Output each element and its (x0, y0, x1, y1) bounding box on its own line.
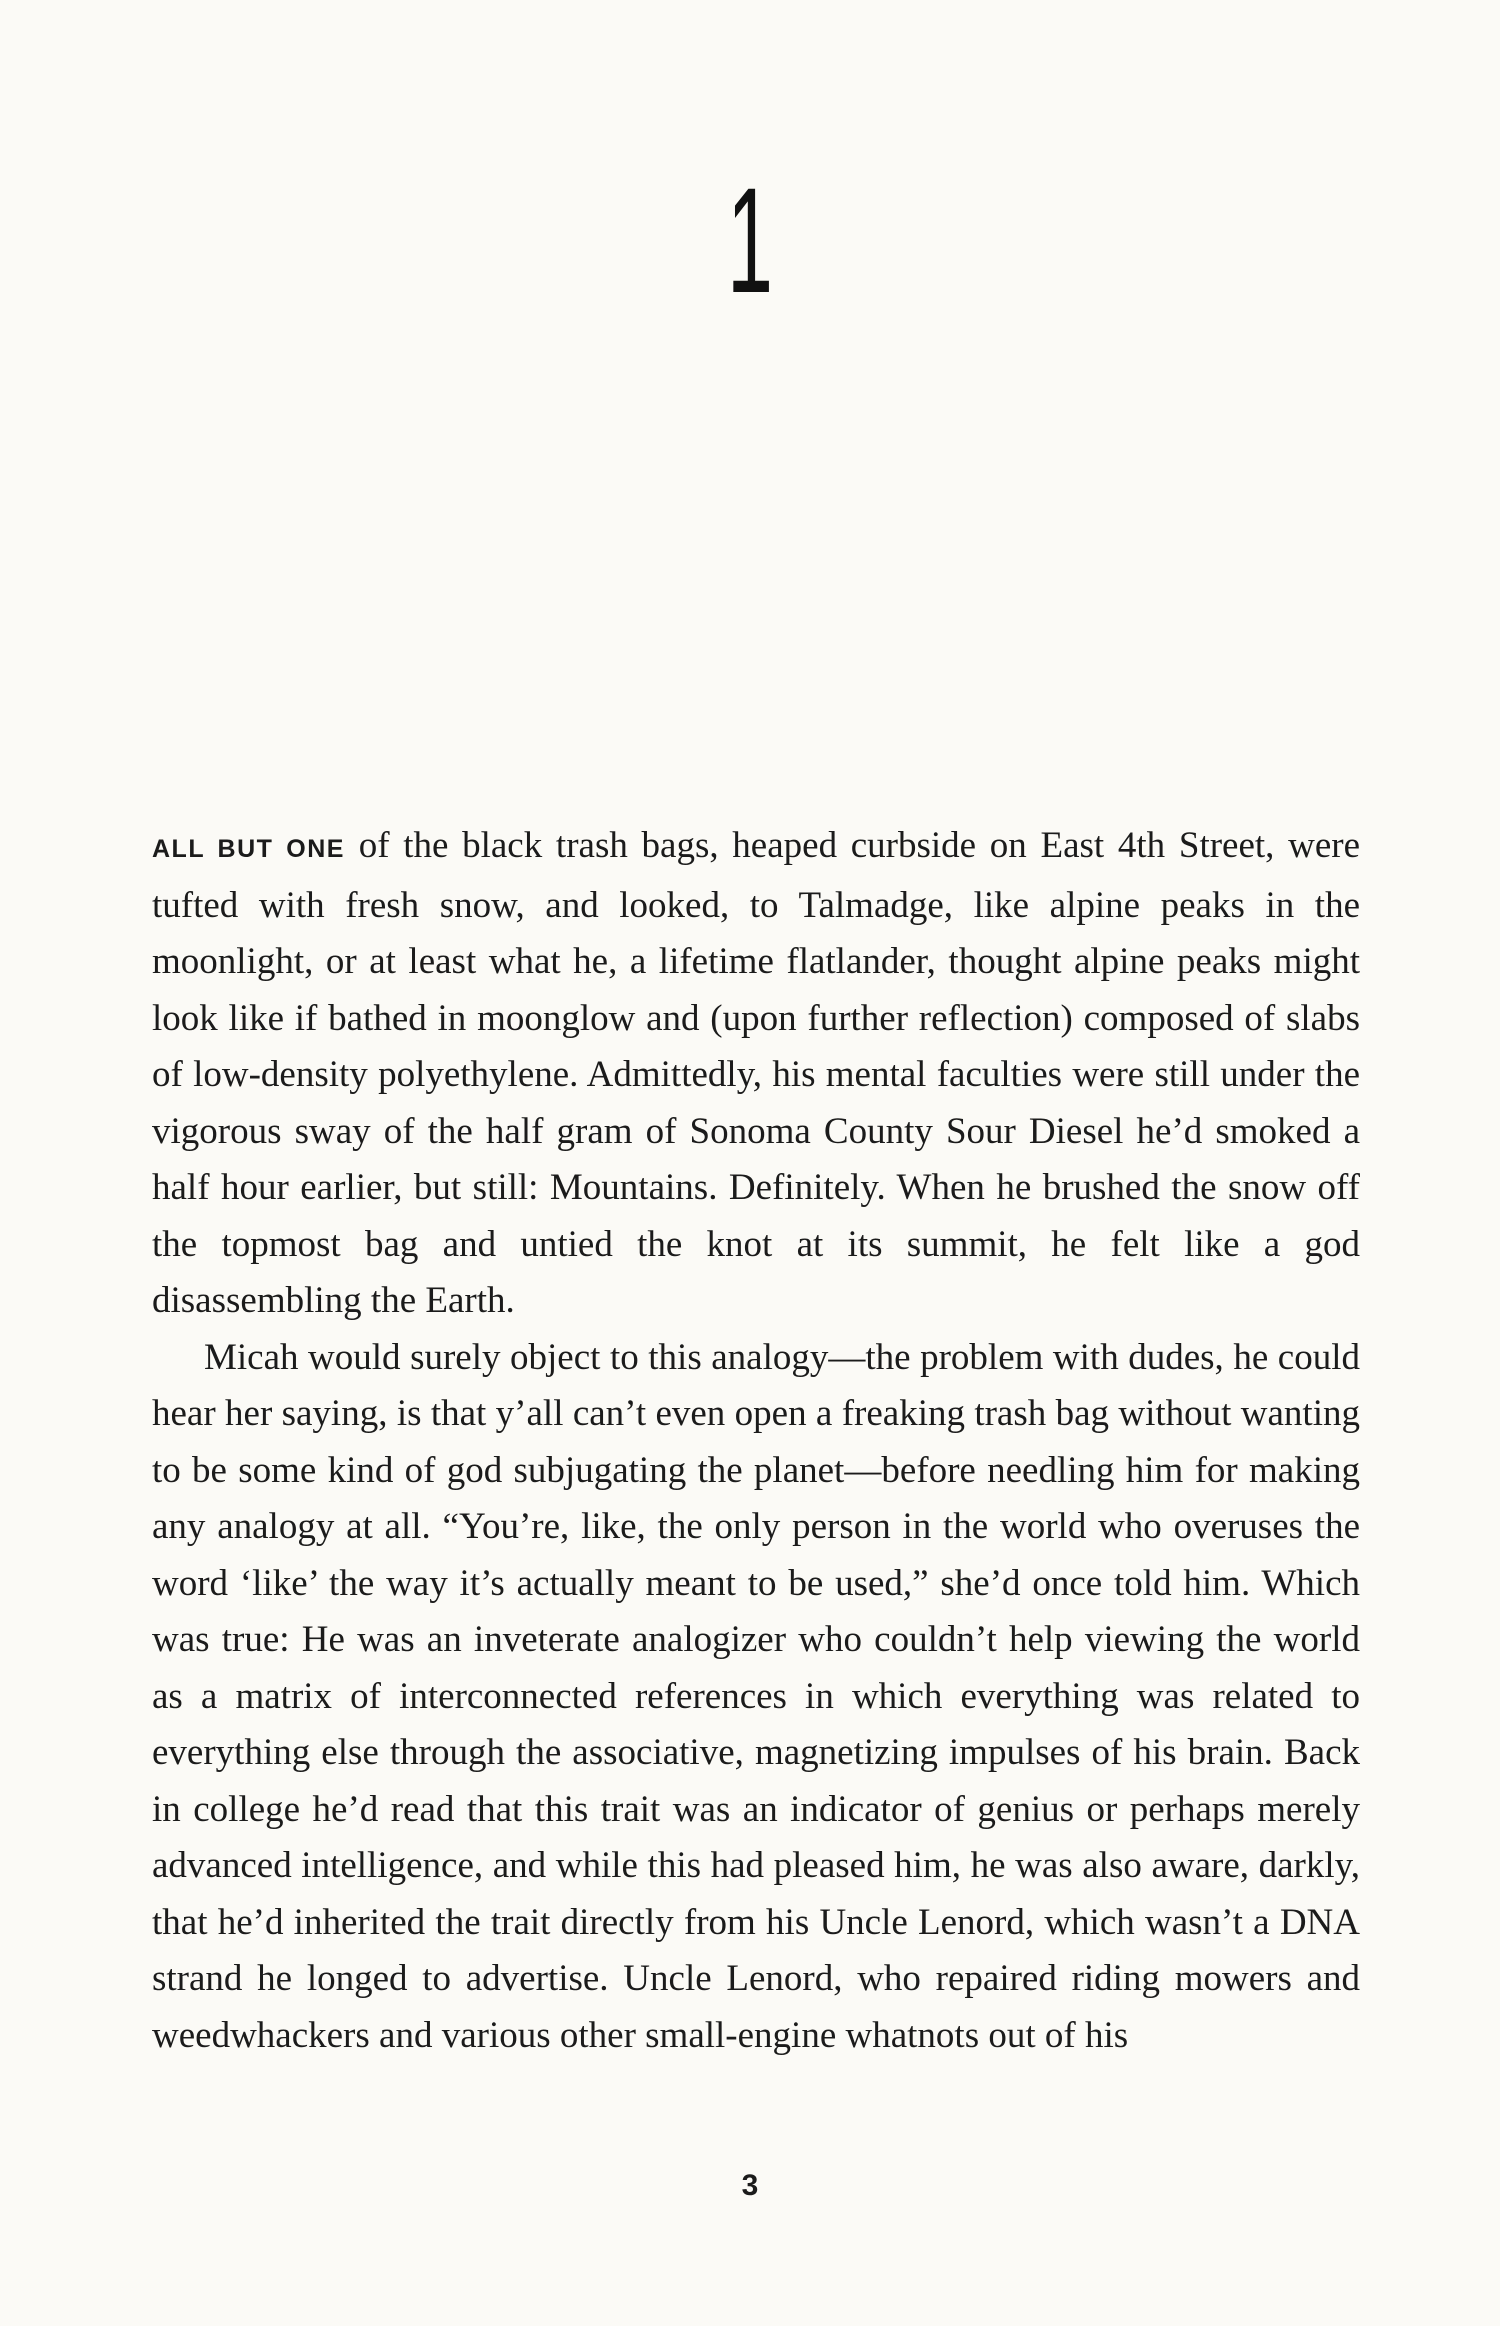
paragraph-1-text: of the black trash bags, heaped curbside on East 4th Street, were tufted with fresh snow, and looked, to Talmadge, like alpine peaks in the moonlight, or at least what he, a lifetime flatlander, thought alpine peaks might look like if bathed in moonglow and (upon further reflection) composed of slabs of low-density polyethylene. Admittedly, his mental faculties were still under the vigorous sway of the half gram of Sonoma County Sour Diesel he’d smoked a half hour earlier, but still: Mountains. Definitely. When he brushed the snow off the topmost bag and untied the knot at its summit, he felt like a god disassembling the Earth. (152, 825, 1360, 1321)
lead-in: ALL BUT ONE (152, 835, 345, 863)
page-number: 3 (741, 2169, 759, 2202)
paragraph-2: Micah would surely object to this analogy—the problem with dudes, he could hear her saying, is that y’all can’t even open a freaking trash bag without wanting to be some kind of god subjugating the planet—before needling him for making any analogy at all. “You’re, like, the only person in the world who overuses the word ‘like’ the way it’s actually meant to be used,” she’d once told him. Which was true: He was an inveterate analogizer who couldn’t help viewing the world as a matrix of interconnected references in which everything was related to everything else through the associative, magnetizing impulses of his brain. Back in college he’d read that this trait was an indicator of genius or perhaps merely advanced intelligence, and while this had pleased him, he was also aware, darkly, that he’d inherited the trait directly from his Uncle Lenord, which wasn’t a DNA strand he longed to advertise. Uncle Lenord, who repaired riding mowers and weedwhackers and various other small-engine whatnots out of his (152, 1336, 1360, 2056)
body-text (152, 818, 1360, 2064)
chapter-number: 1 (727, 156, 773, 324)
paragraph-1 (152, 818, 1360, 1330)
